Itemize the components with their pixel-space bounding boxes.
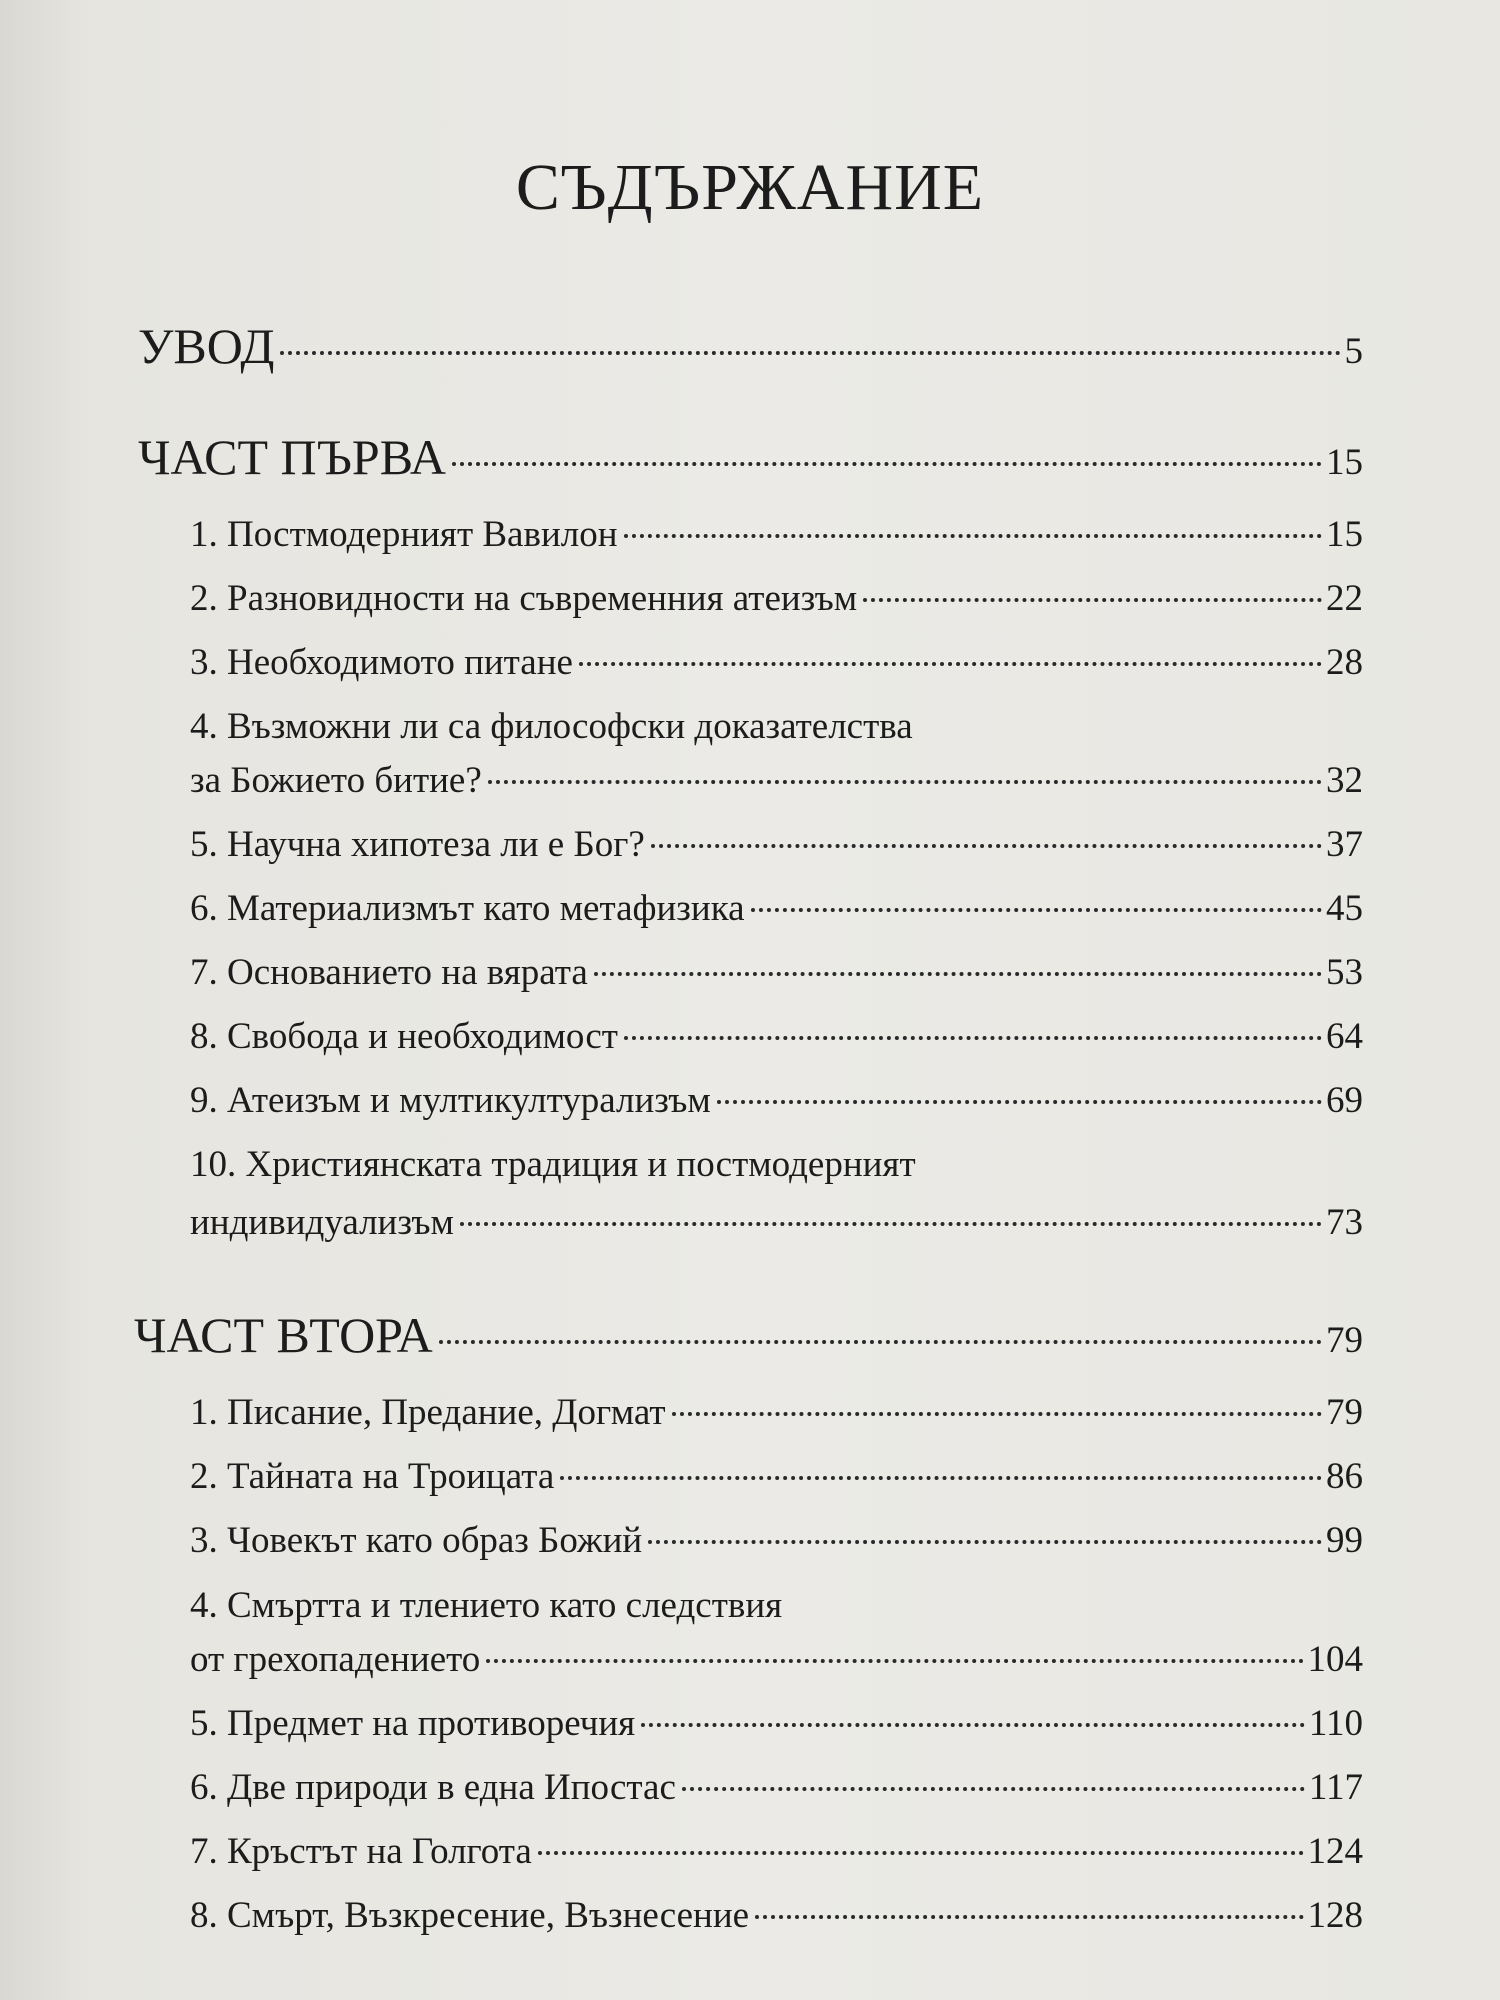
toc-chapter — [190, 1077, 1363, 1125]
dot-leader — [651, 844, 1322, 848]
toc-page-number: 69 — [1326, 1080, 1363, 1121]
dot-leader — [624, 1036, 1322, 1040]
dot-leader — [751, 908, 1322, 912]
dot-leader — [672, 1412, 1323, 1416]
toc-chapter — [190, 821, 1363, 869]
toc-entry-label: индивидуализъм — [190, 1202, 454, 1243]
toc-chapter — [190, 1389, 1363, 1437]
dot-leader — [280, 351, 1340, 355]
toc-entry-label: 2. Разновидности на съвременния атеизъм — [190, 578, 858, 619]
toc-page-number: 37 — [1326, 824, 1363, 865]
toc-entry-label: 5. Научна хипотеза ли е Бог? — [190, 824, 645, 865]
toc-entry-label: 5. Предмет на противоречия — [190, 1703, 636, 1744]
page-title: СЪДЪРЖАНИЕ — [515, 151, 985, 224]
dot-leader — [538, 1851, 1304, 1855]
toc-entry-label: УВОД — [138, 318, 275, 374]
toc-chapter — [190, 511, 1363, 559]
dot-leader — [486, 1659, 1303, 1663]
toc-page-number: 110 — [1308, 1703, 1363, 1744]
dot-leader — [460, 1222, 1322, 1226]
toc-entry-label: ЧАСТ ПЪРВА — [138, 429, 447, 485]
toc-page-number: 128 — [1307, 1895, 1363, 1936]
toc-page-number: 79 — [1326, 1320, 1363, 1361]
toc-entry-label: 6. Две природи в една Ипостас — [190, 1767, 676, 1808]
toc-entry-label: от грехопадението — [190, 1639, 481, 1680]
toc-page-number: 32 — [1326, 760, 1363, 801]
toc-entry-label: 6. Материализмът като метафизика — [190, 888, 745, 929]
dot-leader — [560, 1476, 1322, 1480]
toc-page-number: 22 — [1326, 578, 1363, 619]
toc-entry-part-one — [138, 427, 1363, 493]
dot-leader — [439, 1340, 1322, 1344]
toc-chapter — [190, 1199, 1363, 1247]
toc-entry-label: 7. Кръстът на Голгота — [190, 1831, 532, 1872]
toc-entry-label: 8. Смърт, Възкресение, Възнесение — [190, 1895, 750, 1936]
toc-page-number: 86 — [1326, 1456, 1363, 1497]
toc-page-number: 45 — [1326, 888, 1363, 929]
dot-leader — [863, 598, 1322, 602]
toc-chapter-first-line: 4. Възможни ли са философски доказателства — [190, 706, 913, 747]
toc-entry-label: 1. Постмодерният Вавилон — [190, 514, 618, 555]
toc-page-number: 15 — [1326, 514, 1363, 555]
toc-page-number: 5 — [1344, 331, 1363, 372]
toc-entry-label: 2. Тайната на Троицата — [190, 1456, 555, 1497]
toc-chapter — [190, 575, 1363, 623]
toc-page-number: 28 — [1326, 642, 1363, 683]
toc-page-number: 73 — [1326, 1202, 1363, 1243]
toc-entry-part-two — [134, 1305, 1363, 1371]
dot-leader — [641, 1723, 1305, 1727]
toc-page-number: 64 — [1326, 1016, 1363, 1057]
toc-entry-label: 3. Човекът като образ Божий — [190, 1520, 643, 1561]
dot-leader — [648, 1540, 1322, 1544]
toc-chapter — [190, 1828, 1363, 1876]
toc-entry-label: ЧАСТ ВТОРА — [134, 1307, 433, 1363]
toc-entry-intro — [138, 316, 1363, 382]
toc-chapter — [190, 1700, 1363, 1748]
dot-leader — [682, 1787, 1305, 1791]
toc-entry-label: 8. Свобода и необходимост — [190, 1016, 618, 1057]
toc-page-number: 15 — [1326, 442, 1363, 483]
toc-entry-label: за Божието битие? — [190, 760, 482, 801]
dot-leader — [717, 1100, 1322, 1104]
toc-chapter — [190, 885, 1363, 933]
toc-chapter — [190, 757, 1363, 805]
toc-chapter-first-line: 10. Християнската традиция и постмодерният — [190, 1144, 916, 1185]
toc-page-number: 99 — [1326, 1520, 1363, 1561]
toc-chapter — [190, 1892, 1363, 1940]
toc-page-number: 117 — [1308, 1767, 1363, 1808]
toc-chapter — [190, 1517, 1363, 1565]
toc-entry-label: 1. Писание, Предание, Догмат — [190, 1392, 666, 1433]
toc-chapter-first-line: 4. Смъртта и тлението като следствия — [190, 1585, 783, 1626]
dot-leader — [452, 462, 1322, 466]
toc-page-number: 53 — [1326, 952, 1363, 993]
toc-chapter — [190, 639, 1363, 687]
toc-entry-label: 9. Атеизъм и мултикултурализъм — [190, 1080, 711, 1121]
toc-page-number: 124 — [1307, 1831, 1363, 1872]
toc-chapter — [190, 949, 1363, 997]
toc-page-number: 79 — [1326, 1392, 1363, 1433]
dot-leader — [579, 662, 1322, 666]
dot-leader — [488, 780, 1322, 784]
dot-leader — [624, 534, 1322, 538]
dot-leader — [755, 1915, 1303, 1919]
dot-leader — [594, 972, 1322, 976]
toc-chapter — [190, 1636, 1363, 1684]
toc-page-number: 104 — [1307, 1639, 1363, 1680]
toc-chapter — [190, 1013, 1363, 1061]
toc-entry-label: 3. Необходимото питане — [190, 642, 573, 683]
toc-chapter — [190, 1453, 1363, 1501]
toc-entry-label: 7. Основанието на вярата — [190, 952, 588, 993]
toc-chapter — [190, 1764, 1363, 1812]
